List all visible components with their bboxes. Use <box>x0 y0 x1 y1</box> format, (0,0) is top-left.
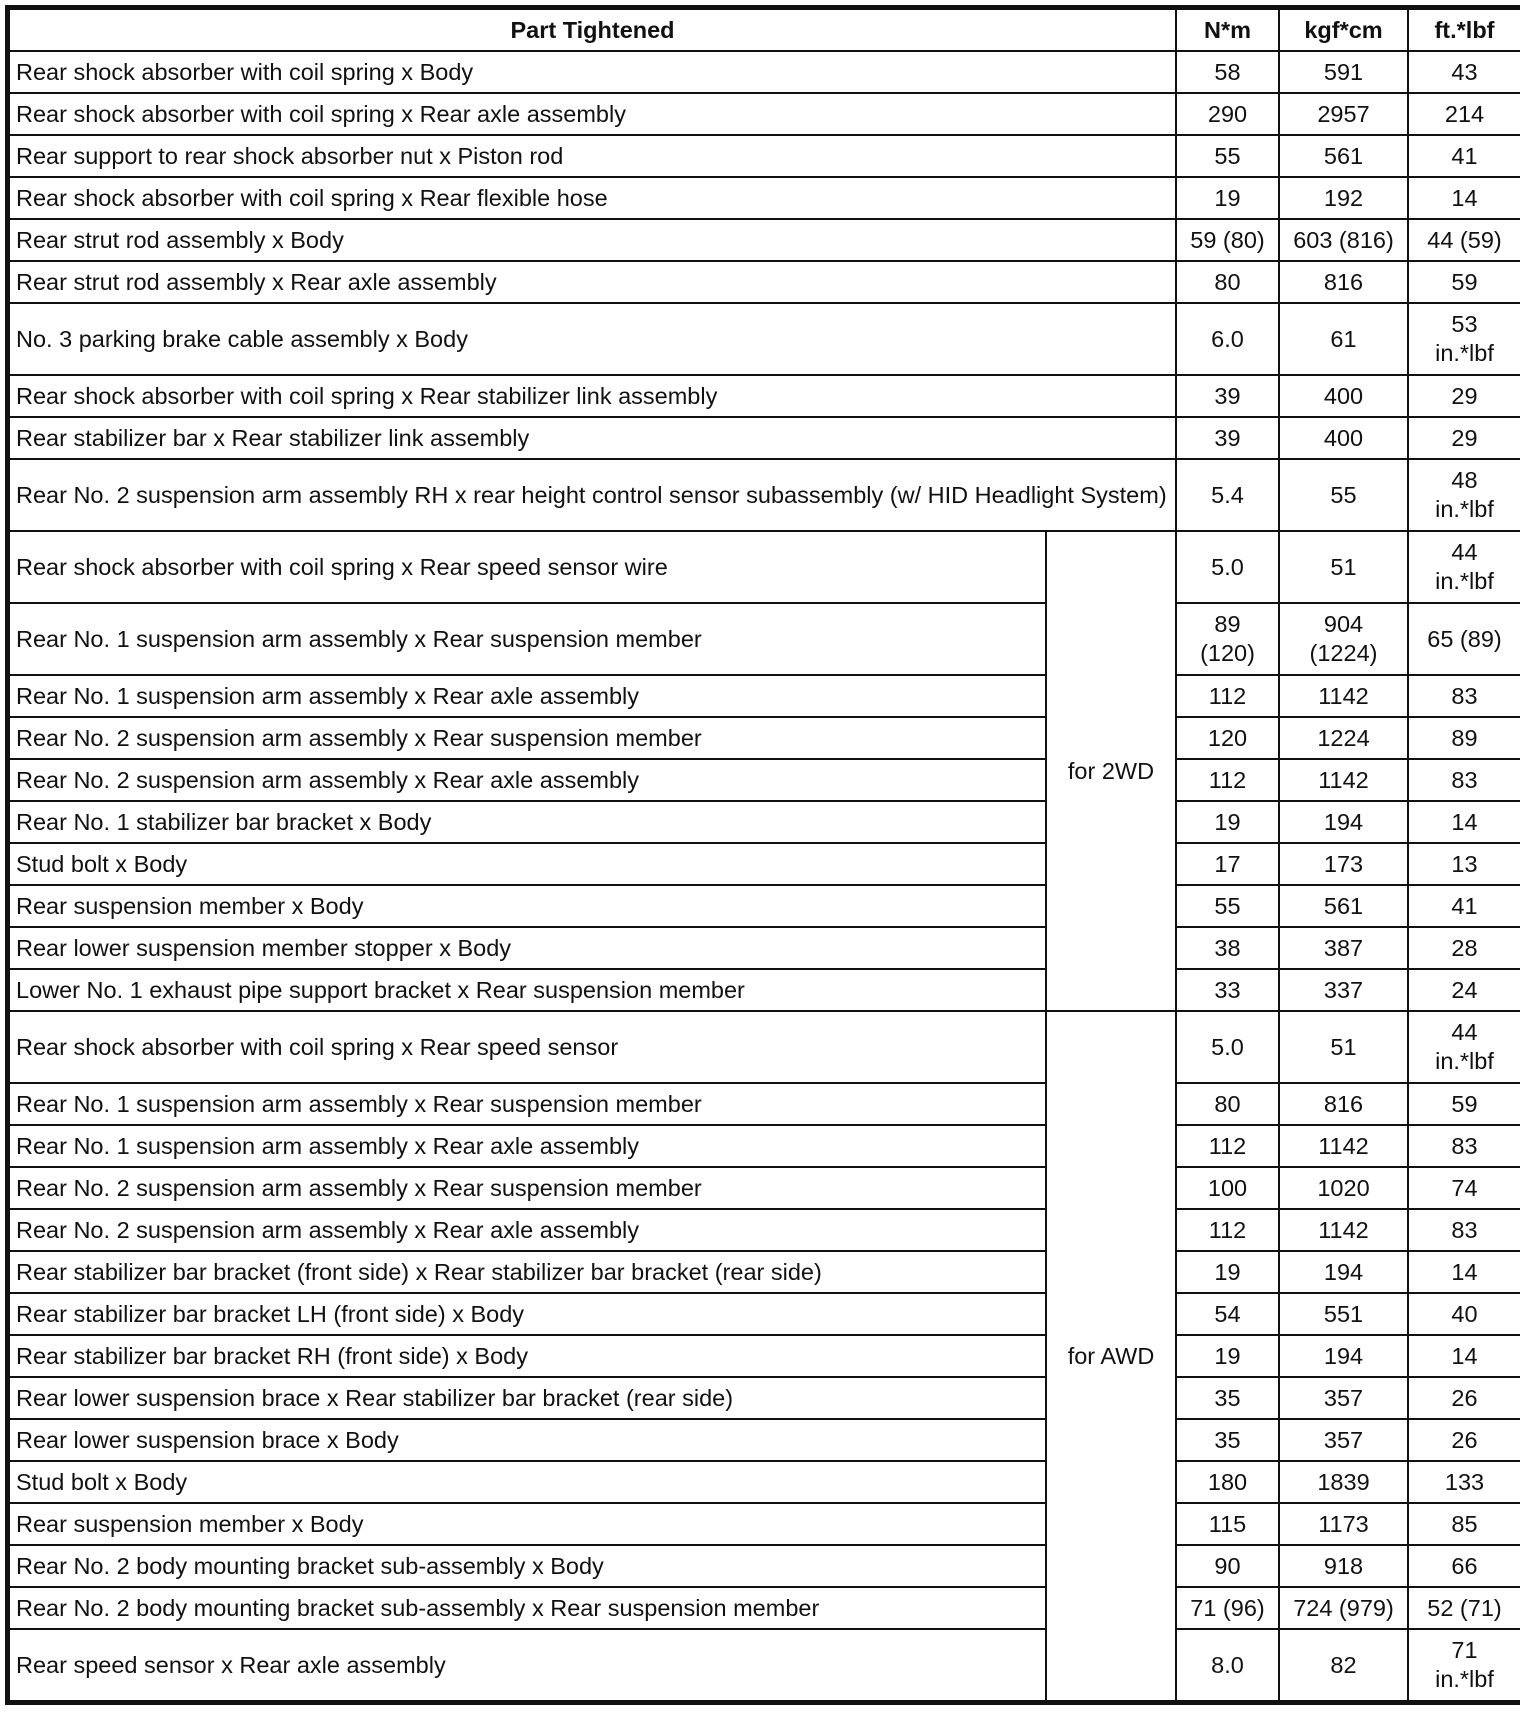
cell-text: 14 <box>1451 1258 1478 1285</box>
kgf-cm-value-cell <box>1279 1587 1408 1629</box>
cell-text: in.*lbf <box>1435 1666 1494 1692</box>
cell-text: 19 <box>1214 1342 1241 1369</box>
cell-text: 13 <box>1451 850 1478 877</box>
kgf-cm-value-cell <box>1279 675 1408 717</box>
header-row <box>9 9 1520 51</box>
table-row <box>9 1377 1520 1419</box>
cell-text: 80 <box>1214 268 1241 295</box>
part-tightened-cell: Rear No. 2 body mounting bracket sub-assembly x Body <box>9 1545 1046 1587</box>
ft-lbf-value-cell <box>1408 261 1520 303</box>
kgf-cm-value-cell <box>1279 1377 1408 1419</box>
kgf-cm-value-cell <box>1279 801 1408 843</box>
kgf-cm-value-cell <box>1279 375 1408 417</box>
cell-text: 51 <box>1330 1033 1357 1060</box>
cell-text: 561 <box>1323 892 1364 919</box>
kgf-cm-value-cell <box>1279 927 1408 969</box>
nm-value-cell <box>1176 675 1279 717</box>
kgf-cm-value-cell <box>1279 219 1408 261</box>
cell-text: 19 <box>1214 1258 1241 1285</box>
cell-text: 26 <box>1451 1384 1478 1411</box>
cell-text: 90 <box>1214 1552 1241 1579</box>
part-tightened-cell: Rear No. 2 body mounting bracket sub-assembly x Rear suspension member <box>9 1587 1046 1629</box>
ft-lbf-value-cell <box>1408 843 1520 885</box>
cell-text: 35 <box>1214 1384 1241 1411</box>
ft-lbf-value-cell <box>1408 1167 1520 1209</box>
cell-text: 39 <box>1214 424 1241 451</box>
kgf-cm-value-cell <box>1279 51 1408 93</box>
cell-text: 387 <box>1323 934 1364 961</box>
table-row <box>9 1419 1520 1461</box>
kgf-cm-value-cell <box>1279 885 1408 927</box>
nm-value-cell <box>1176 93 1279 135</box>
cell-text: 44 <box>1451 539 1478 565</box>
cell-text: 19 <box>1214 808 1241 835</box>
nm-value-cell <box>1176 603 1279 675</box>
part-tightened-cell: Rear No. 2 suspension arm assembly RH x rear height control sensor subassembly (w/ HID Headlight System) <box>9 459 1176 531</box>
kgf-cm-value-cell <box>1279 1419 1408 1461</box>
kgf-cm-value-cell <box>1279 759 1408 801</box>
cell-text: 89 <box>1214 611 1241 637</box>
table-row <box>9 1461 1520 1503</box>
cell-text: 1142 <box>1318 682 1369 709</box>
ft-lbf-value-cell <box>1408 219 1520 261</box>
part-tightened-cell: Rear strut rod assembly x Rear axle assembly <box>9 261 1176 303</box>
kgf-cm-value-cell <box>1279 1293 1408 1335</box>
part-tightened-cell: Rear suspension member x Body <box>9 885 1046 927</box>
cell-text: 357 <box>1323 1426 1364 1453</box>
cell-text: 337 <box>1323 976 1364 1003</box>
cell-text: 14 <box>1451 808 1478 835</box>
part-tightened-cell: Rear shock absorber with coil spring x Rear axle assembly <box>9 93 1176 135</box>
cell-text: 816 <box>1323 1090 1364 1117</box>
cell-text: 51 <box>1330 553 1357 580</box>
ft-lbf-value-cell <box>1408 531 1520 603</box>
part-tightened-cell: Rear No. 2 suspension arm assembly x Rear suspension member <box>9 1167 1046 1209</box>
cell-text: 194 <box>1323 1258 1364 1285</box>
part-tightened-cell: Rear No. 1 suspension arm assembly x Rear suspension member <box>9 1083 1046 1125</box>
cell-text: 100 <box>1207 1174 1248 1201</box>
ft-lbf-value-cell <box>1408 1125 1520 1167</box>
nm-value-cell <box>1176 531 1279 603</box>
table-row <box>9 717 1520 759</box>
cell-text: 180 <box>1207 1468 1248 1495</box>
nm-value-cell <box>1176 1209 1279 1251</box>
kgf-cm-value-cell <box>1279 1083 1408 1125</box>
part-tightened-cell: Rear stabilizer bar bracket LH (front side) x Body <box>9 1293 1046 1335</box>
cell-text: 55 <box>1330 481 1357 508</box>
table-row <box>9 219 1520 261</box>
cell-text: 290 <box>1207 100 1248 127</box>
nm-value-cell <box>1176 1629 1279 1701</box>
ft-lbf-value-cell <box>1408 969 1520 1011</box>
kgf-cm-value-cell <box>1279 969 1408 1011</box>
cell-text: 904 <box>1323 611 1364 637</box>
part-tightened-cell: Rear No. 1 suspension arm assembly x Rear suspension member <box>9 603 1046 675</box>
cell-text: 85 <box>1451 1510 1478 1537</box>
nm-value-cell <box>1176 1125 1279 1167</box>
cell-text: 603 (816) <box>1293 226 1394 253</box>
table-row <box>9 1083 1520 1125</box>
kgf-cm-value-cell <box>1279 531 1408 603</box>
table-row <box>9 1125 1520 1167</box>
nm-value-cell <box>1176 1083 1279 1125</box>
cell-text: 6.0 <box>1211 325 1244 352</box>
nm-value-cell <box>1176 843 1279 885</box>
part-tightened-cell: Lower No. 1 exhaust pipe support bracket x Rear suspension member <box>9 969 1046 1011</box>
ft-lbf-value-cell <box>1408 93 1520 135</box>
cell-text: 357 <box>1323 1384 1364 1411</box>
table-row <box>9 1011 1520 1083</box>
nm-value-cell <box>1176 969 1279 1011</box>
cell-text: 44 (59) <box>1427 226 1502 253</box>
kgf-cm-value-cell <box>1279 135 1408 177</box>
cell-text: 83 <box>1451 1216 1478 1243</box>
nm-value-cell <box>1176 1335 1279 1377</box>
part-tightened-cell: Rear No. 1 suspension arm assembly x Rear axle assembly <box>9 675 1046 717</box>
table-row <box>9 303 1520 375</box>
ft-lbf-value-cell <box>1408 303 1520 375</box>
kgf-cm-value-cell <box>1279 1503 1408 1545</box>
table-row <box>9 969 1520 1011</box>
cell-text: 40 <box>1451 1300 1478 1327</box>
cell-text: 55 <box>1214 142 1241 169</box>
nm-value-cell <box>1176 1293 1279 1335</box>
part-tightened-cell: Rear No. 1 suspension arm assembly x Rear axle assembly <box>9 1125 1046 1167</box>
cell-text: 120 <box>1207 724 1248 751</box>
cell-text: 52 (71) <box>1427 1594 1502 1621</box>
cell-text: 44 <box>1451 1019 1478 1045</box>
cell-text: 59 (80) <box>1190 226 1265 253</box>
ft-lbf-value-cell <box>1408 717 1520 759</box>
nm-value-cell <box>1176 885 1279 927</box>
part-tightened-cell: Rear shock absorber with coil spring x Rear stabilizer link assembly <box>9 375 1176 417</box>
nm-value-cell <box>1176 303 1279 375</box>
cell-text: 83 <box>1451 682 1478 709</box>
cell-text: 400 <box>1323 424 1364 451</box>
part-tightened-cell: Rear No. 2 suspension arm assembly x Rear axle assembly <box>9 759 1046 801</box>
header-kgf-cm: kgf*cm <box>1279 9 1408 51</box>
ft-lbf-value-cell <box>1408 603 1520 675</box>
cell-text: 61 <box>1330 325 1357 352</box>
kgf-cm-value-cell <box>1279 1125 1408 1167</box>
kgf-cm-value-cell <box>1279 1209 1408 1251</box>
ft-lbf-value-cell <box>1408 1587 1520 1629</box>
cell-text: 112 <box>1208 1132 1247 1159</box>
cell-text: 112 <box>1208 766 1247 793</box>
cell-text: 2957 <box>1317 100 1370 127</box>
part-tightened-cell: Rear strut rod assembly x Body <box>9 219 1176 261</box>
ft-lbf-value-cell <box>1408 459 1520 531</box>
cell-text: 14 <box>1451 1342 1478 1369</box>
part-tightened-cell: Rear stabilizer bar bracket RH (front side) x Body <box>9 1335 1046 1377</box>
table-body <box>9 51 1520 1701</box>
cell-text: in.*lbf <box>1435 340 1494 366</box>
cell-text: 1173 <box>1318 1510 1369 1537</box>
part-tightened-cell: Rear No. 2 suspension arm assembly x Rear suspension member <box>9 717 1046 759</box>
nm-value-cell <box>1176 51 1279 93</box>
cell-text: 591 <box>1323 58 1364 85</box>
nm-value-cell <box>1176 417 1279 459</box>
cell-text: 5.0 <box>1211 1033 1244 1060</box>
cell-text: 1020 <box>1317 1174 1370 1201</box>
nm-value-cell <box>1176 801 1279 843</box>
part-tightened-cell: Rear shock absorber with coil spring x Body <box>9 51 1176 93</box>
ft-lbf-value-cell <box>1408 1209 1520 1251</box>
part-tightened-cell: Rear shock absorber with coil spring x Rear speed sensor wire <box>9 531 1046 603</box>
condition-cell: for AWD <box>1046 1011 1176 1701</box>
table-row <box>9 1629 1520 1701</box>
cell-text: 41 <box>1451 892 1478 919</box>
ft-lbf-value-cell <box>1408 885 1520 927</box>
condition-cell: for 2WD <box>1046 531 1176 1011</box>
cell-text: 8.0 <box>1211 1651 1244 1678</box>
torque-table-frame <box>5 5 1520 1705</box>
cell-text: 39 <box>1214 382 1241 409</box>
part-tightened-cell: Rear shock absorber with coil spring x Rear flexible hose <box>9 177 1176 219</box>
table-row <box>9 93 1520 135</box>
cell-text: 58 <box>1214 58 1241 85</box>
table-row <box>9 1209 1520 1251</box>
header-nm: N*m <box>1176 9 1279 51</box>
cell-text: 194 <box>1323 1342 1364 1369</box>
header-ft-lbf: ft.*lbf <box>1408 9 1520 51</box>
cell-text: 5.0 <box>1211 553 1244 580</box>
cell-text: 35 <box>1214 1426 1241 1453</box>
part-tightened-cell: Rear No. 2 suspension arm assembly x Rear axle assembly <box>9 1209 1046 1251</box>
cell-text: 816 <box>1323 268 1364 295</box>
ft-lbf-value-cell <box>1408 1083 1520 1125</box>
nm-value-cell <box>1176 1419 1279 1461</box>
ft-lbf-value-cell <box>1408 135 1520 177</box>
cell-text: 80 <box>1214 1090 1241 1117</box>
cell-text: 112 <box>1208 1216 1247 1243</box>
header-part-tightened: Part Tightened <box>9 9 1176 51</box>
torque-specification-table <box>8 8 1520 1702</box>
ft-lbf-value-cell <box>1408 375 1520 417</box>
ft-lbf-value-cell <box>1408 1419 1520 1461</box>
kgf-cm-value-cell <box>1279 603 1408 675</box>
cell-text: 1142 <box>1318 766 1369 793</box>
kgf-cm-value-cell <box>1279 843 1408 885</box>
cell-text: in.*lbf <box>1435 1048 1494 1074</box>
ft-lbf-value-cell <box>1408 177 1520 219</box>
nm-value-cell <box>1176 375 1279 417</box>
part-tightened-cell: Stud bolt x Body <box>9 843 1046 885</box>
cell-text: 55 <box>1214 892 1241 919</box>
cell-text: 1839 <box>1317 1468 1370 1495</box>
nm-value-cell <box>1176 177 1279 219</box>
nm-value-cell <box>1176 261 1279 303</box>
ft-lbf-value-cell <box>1408 759 1520 801</box>
kgf-cm-value-cell <box>1279 303 1408 375</box>
ft-lbf-value-cell <box>1408 1629 1520 1701</box>
cell-text: (120) <box>1200 640 1255 666</box>
part-tightened-cell: No. 3 parking brake cable assembly x Body <box>9 303 1176 375</box>
cell-text: 214 <box>1444 100 1485 127</box>
kgf-cm-value-cell <box>1279 1011 1408 1083</box>
kgf-cm-value-cell <box>1279 717 1408 759</box>
cell-text: 1142 <box>1318 1132 1369 1159</box>
table-row <box>9 1545 1520 1587</box>
nm-value-cell <box>1176 459 1279 531</box>
cell-text: 28 <box>1451 934 1478 961</box>
cell-text: 33 <box>1214 976 1241 1003</box>
nm-value-cell <box>1176 717 1279 759</box>
nm-value-cell <box>1176 219 1279 261</box>
ft-lbf-value-cell <box>1408 1335 1520 1377</box>
table-row <box>9 885 1520 927</box>
cell-text: in.*lbf <box>1435 568 1494 594</box>
nm-value-cell <box>1176 1377 1279 1419</box>
kgf-cm-value-cell <box>1279 93 1408 135</box>
cell-text: 19 <box>1214 184 1241 211</box>
part-tightened-cell: Rear support to rear shock absorber nut x Piston rod <box>9 135 1176 177</box>
part-tightened-cell: Rear No. 1 stabilizer bar bracket x Body <box>9 801 1046 843</box>
table-row <box>9 1167 1520 1209</box>
cell-text: 112 <box>1208 682 1247 709</box>
ft-lbf-value-cell <box>1408 801 1520 843</box>
table-row <box>9 51 1520 93</box>
kgf-cm-value-cell <box>1279 1545 1408 1587</box>
kgf-cm-value-cell <box>1279 417 1408 459</box>
cell-text: 194 <box>1323 808 1364 835</box>
ft-lbf-value-cell <box>1408 1251 1520 1293</box>
cell-text: 71 (96) <box>1190 1594 1265 1621</box>
nm-value-cell <box>1176 1251 1279 1293</box>
cell-text: 43 <box>1451 58 1478 85</box>
kgf-cm-value-cell <box>1279 1251 1408 1293</box>
cell-text: 59 <box>1451 268 1478 295</box>
cell-text: 24 <box>1451 976 1478 1003</box>
table-row <box>9 1293 1520 1335</box>
cell-text: 551 <box>1323 1300 1364 1327</box>
cell-text: 38 <box>1214 934 1241 961</box>
cell-text: 1224 <box>1317 724 1370 751</box>
cell-text: 59 <box>1451 1090 1478 1117</box>
table-row <box>9 261 1520 303</box>
kgf-cm-value-cell <box>1279 177 1408 219</box>
table-row <box>9 1251 1520 1293</box>
kgf-cm-value-cell <box>1279 1461 1408 1503</box>
cell-text: 53 <box>1451 311 1478 337</box>
cell-text: 918 <box>1323 1552 1364 1579</box>
cell-text: 400 <box>1323 382 1364 409</box>
part-tightened-cell: Rear suspension member x Body <box>9 1503 1046 1545</box>
cell-text: 29 <box>1451 382 1478 409</box>
table-row <box>9 603 1520 675</box>
cell-text: 89 <box>1451 724 1478 751</box>
table-row <box>9 927 1520 969</box>
cell-text: 74 <box>1451 1174 1478 1201</box>
cell-text: 29 <box>1451 424 1478 451</box>
cell-text: 41 <box>1451 142 1478 169</box>
table-row <box>9 1503 1520 1545</box>
kgf-cm-value-cell <box>1279 1629 1408 1701</box>
nm-value-cell <box>1176 1545 1279 1587</box>
cell-text: 66 <box>1451 1552 1478 1579</box>
ft-lbf-value-cell <box>1408 1503 1520 1545</box>
nm-value-cell <box>1176 1011 1279 1083</box>
ft-lbf-value-cell <box>1408 675 1520 717</box>
table-row <box>9 531 1520 603</box>
nm-value-cell <box>1176 927 1279 969</box>
part-tightened-cell: Rear shock absorber with coil spring x Rear speed sensor <box>9 1011 1046 1083</box>
part-tightened-cell: Rear lower suspension brace x Rear stabilizer bar bracket (rear side) <box>9 1377 1046 1419</box>
ft-lbf-value-cell <box>1408 417 1520 459</box>
cell-text: 115 <box>1208 1510 1247 1537</box>
ft-lbf-value-cell <box>1408 1545 1520 1587</box>
table-row <box>9 417 1520 459</box>
nm-value-cell <box>1176 1167 1279 1209</box>
table-row <box>9 459 1520 531</box>
table-row <box>9 375 1520 417</box>
cell-text: 1142 <box>1318 1216 1369 1243</box>
cell-text: 14 <box>1451 184 1478 211</box>
torque-table-container <box>5 5 1520 1710</box>
cell-text: 83 <box>1451 766 1478 793</box>
ft-lbf-value-cell <box>1408 1293 1520 1335</box>
nm-value-cell <box>1176 1461 1279 1503</box>
cell-text: 173 <box>1323 850 1364 877</box>
kgf-cm-value-cell <box>1279 459 1408 531</box>
table-row <box>9 675 1520 717</box>
table-row <box>9 759 1520 801</box>
table-row <box>9 135 1520 177</box>
cell-text: 561 <box>1323 142 1364 169</box>
cell-text: 54 <box>1214 1300 1241 1327</box>
cell-text: 65 (89) <box>1427 625 1502 652</box>
part-tightened-cell: Rear stabilizer bar bracket (front side) x Rear stabilizer bar bracket (rear side) <box>9 1251 1046 1293</box>
part-tightened-cell: Rear stabilizer bar x Rear stabilizer link assembly <box>9 417 1176 459</box>
part-tightened-cell: Rear lower suspension brace x Body <box>9 1419 1046 1461</box>
ft-lbf-value-cell <box>1408 927 1520 969</box>
nm-value-cell <box>1176 1503 1279 1545</box>
cell-text: 26 <box>1451 1426 1478 1453</box>
cell-text: 133 <box>1444 1468 1485 1495</box>
cell-text: 82 <box>1330 1651 1357 1678</box>
table-row <box>9 177 1520 219</box>
cell-text: 48 <box>1451 467 1478 493</box>
part-tightened-cell: Rear lower suspension member stopper x Body <box>9 927 1046 969</box>
cell-text: 17 <box>1214 850 1241 877</box>
nm-value-cell <box>1176 135 1279 177</box>
ft-lbf-value-cell <box>1408 51 1520 93</box>
kgf-cm-value-cell <box>1279 261 1408 303</box>
table-row <box>9 843 1520 885</box>
ft-lbf-value-cell <box>1408 1461 1520 1503</box>
nm-value-cell <box>1176 759 1279 801</box>
table-row <box>9 1587 1520 1629</box>
cell-text: (1224) <box>1309 640 1378 666</box>
cell-text: 71 <box>1451 1637 1478 1663</box>
table-row <box>9 801 1520 843</box>
kgf-cm-value-cell <box>1279 1335 1408 1377</box>
cell-text: 724 (979) <box>1293 1594 1394 1621</box>
cell-text: 192 <box>1323 184 1364 211</box>
kgf-cm-value-cell <box>1279 1167 1408 1209</box>
cell-text: 83 <box>1451 1132 1478 1159</box>
cell-text: in.*lbf <box>1435 496 1494 522</box>
part-tightened-cell: Stud bolt x Body <box>9 1461 1046 1503</box>
ft-lbf-value-cell <box>1408 1011 1520 1083</box>
part-tightened-cell: Rear speed sensor x Rear axle assembly <box>9 1629 1046 1701</box>
cell-text: 5.4 <box>1211 481 1244 508</box>
ft-lbf-value-cell <box>1408 1377 1520 1419</box>
table-row <box>9 1335 1520 1377</box>
nm-value-cell <box>1176 1587 1279 1629</box>
